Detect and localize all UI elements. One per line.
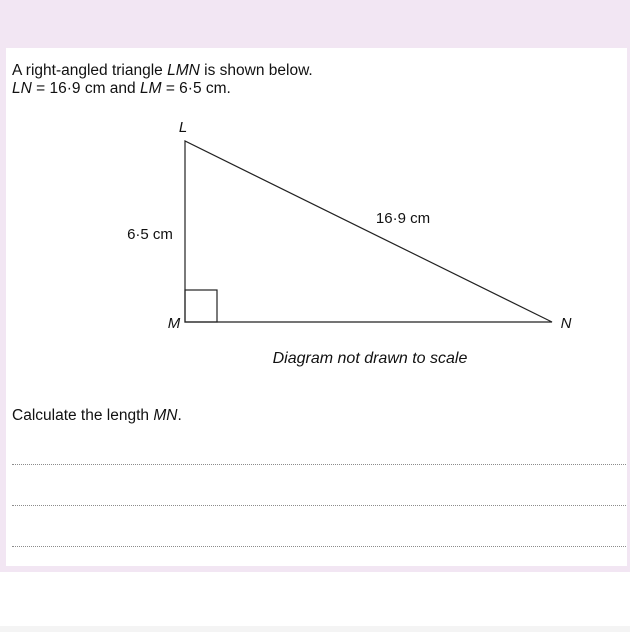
triangle-diagram <box>0 100 630 400</box>
vertex-n-label: N <box>560 315 572 332</box>
header-band <box>0 0 630 48</box>
question-prompt: Calculate the length MN. <box>12 407 182 424</box>
answer-line[interactable] <box>12 505 626 506</box>
vertex-m-label: M <box>167 315 181 332</box>
side-ln-label: 16·9 cm <box>375 210 431 227</box>
question-intro: A right-angled triangle LMN is shown below. <box>12 62 313 79</box>
answer-line[interactable] <box>12 464 626 465</box>
answer-line[interactable] <box>12 546 626 547</box>
frame-bottom-border <box>0 566 630 572</box>
vertex-l-label: L <box>178 119 188 136</box>
scale-note: Diagram not drawn to scale <box>272 350 468 367</box>
triangle-lmn <box>185 141 552 322</box>
side-lm-label: 6·5 cm <box>127 226 173 243</box>
right-angle-marker <box>185 290 217 322</box>
question-given: LN = 16·9 cm and LM = 6·5 cm. <box>12 80 231 97</box>
bottom-strip <box>0 626 630 632</box>
